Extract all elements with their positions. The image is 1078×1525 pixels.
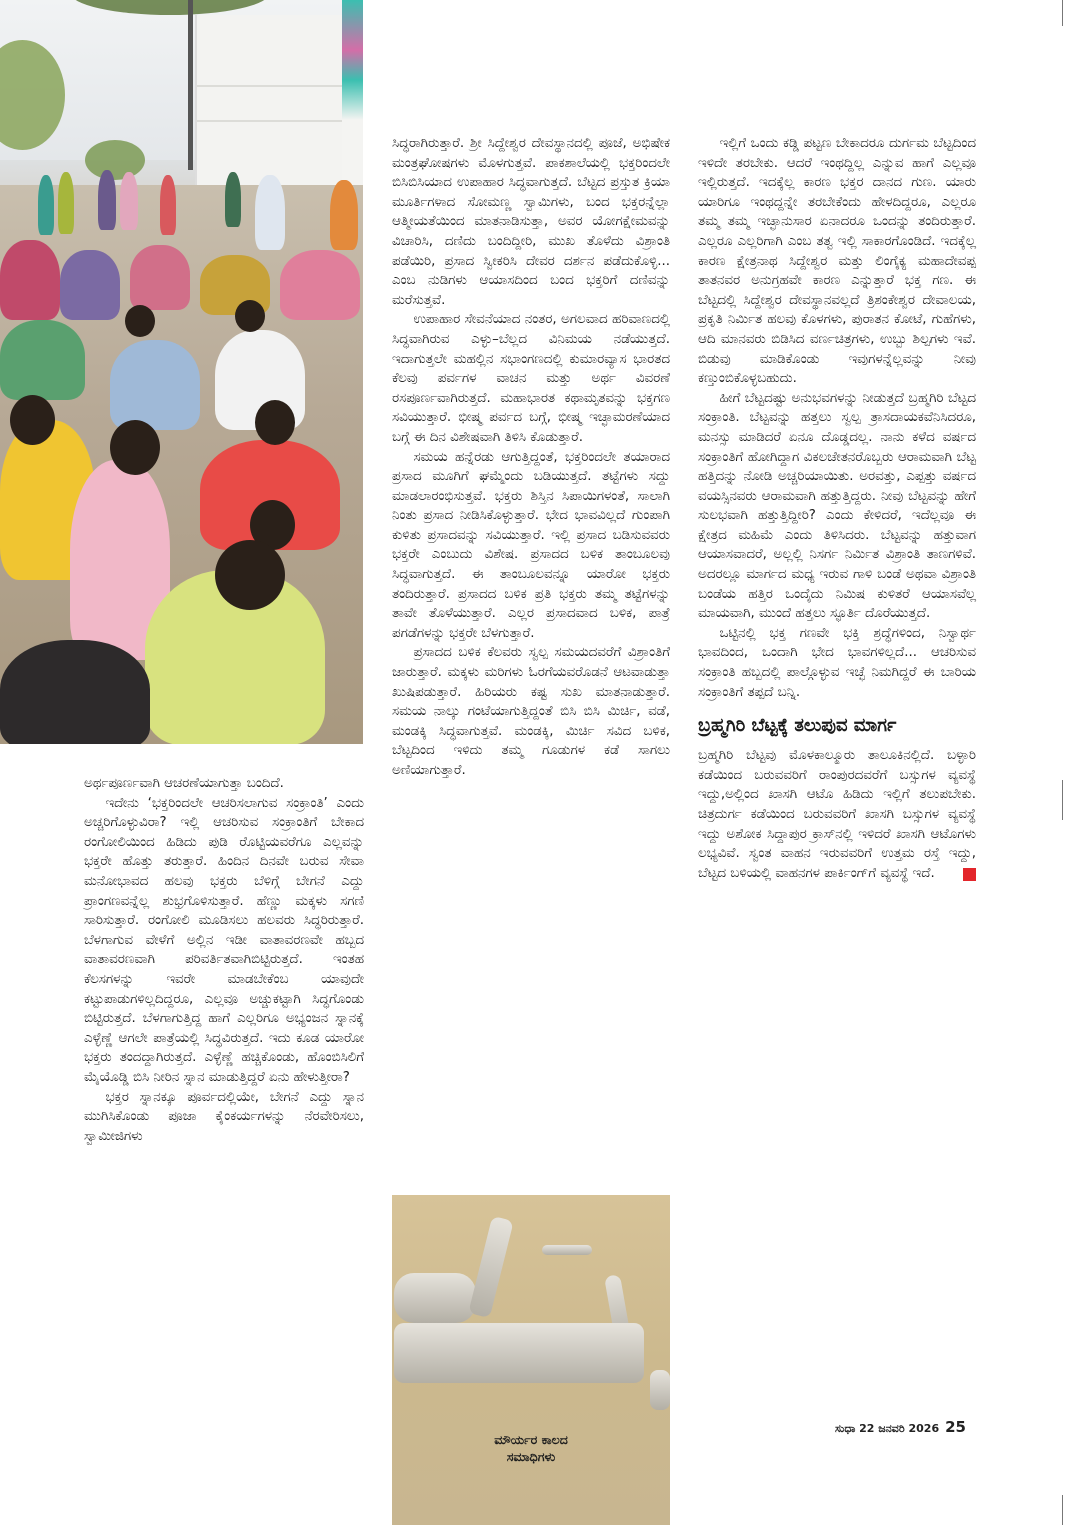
- paragraph: ಇಲ್ಲಿಗೆ ಒಂದು ಕಡ್ಡಿ ಪಟ್ಟಣ ಬೇಕಾದರೂ ದುರ್ಗಮ ಬೆಟ್ಟದಿಂದ ಇಳಿದೇ ತರಬೇಕು. ಆದರೆ ಇಂಥದ್ದಿಲ್ಲ ಎನ್ನುವ ಹಾಗೆ ಎಲ್ಲವೂ ಇಲ್ಲಿರುತ್ತದೆ. ಇದಕ್ಕೆಲ್ಲ ಕಾರಣ ಭಕ್ತರ ದಾನದ ಗುಣ. ಯಾರು ಯಾರಿಗೂ ಇಂಥದ್ದನ್ನೇ ತರಬೇಕೆಂದು ಹೇಳದಿದ್ದರೂ, ಎಲ್ಲರೂ ತಮ್ಮ ತಮ್ಮ ಇಚ್ಛಾನುಸಾರ ಏನಾದರೂ ಒಂದನ್ನು ತಂದಿರುತ್ತಾರೆ. ಎಲ್ಲರೂ ಎಲ್ಲರಿಗಾಗಿ ಎಂಬ ತತ್ವ ಇಲ್ಲಿ ಸಾಕಾರಗೊಂಡಿದೆ. ಇದಕ್ಕೆಲ್ಲ ಕಾರಣ ಕ್ಷೇತ್ರನಾಥ ಸಿದ್ದೇಶ್ವರ ಮತ್ತು ಲಿಂಗೈಕ್ಯ ಮಹಾದೇವಪ್ಪ ತಾತನವರ ಅನುಗ್ರಹವೇ ಕಾರಣ ಎನ್ನುತ್ತಾರೆ ಭಕ್ತ ಗಣ. ಈ ಬೆಟ್ಟದಲ್ಲಿ ಸಿದ್ದೇಶ್ವರ ದೇವಸ್ಥಾನವಲ್ಲದೆ ತ್ರಿಶಂಕೇಶ್ವರ ದೇವಾಲಯ, ಪ್ರಕೃತಿ ನಿರ್ಮಿತ ಹಲವು ಕೊಳಗಳು, ಪುರಾತನ ಕೋಟೆ, ಗುಹೆಗಳು, ಆದಿ ಮಾನವರು ಬಿಡಿಸಿದ ವರ್ಣಚಿತ್ರಗಳು, ಉಬ್ಬು ಶಿಲ್ಪಗಳು ಇವೆ. ಬಿಡುವು ಮಾಡಿಕೊಂಡು ಇವುಗಳನ್ನೆಲ್ಲವನ್ನು ನೀವು ಕಣ್ತುಂಬಿಕೊಳ್ಳಬಹುದು.: [698, 136, 976, 387]
- route-paragraph: [698, 746, 976, 883]
- article-column-1: [84, 774, 364, 1146]
- crop-mark: [1062, 1495, 1063, 1525]
- photo-temple-pillar: [342, 0, 363, 200]
- photo-stone: [542, 1245, 592, 1255]
- caption-line-1: ಮೌರ್ಯರ ಕಾಲದ: [494, 1432, 568, 1447]
- article-column-3: [698, 134, 976, 883]
- paragraph: ಭಕ್ತರ ಸ್ನಾನಕ್ಕೂ ಪೂರ್ವದಲ್ಲಿಯೇ, ಬೇಗನೆ ಎದ್ದು ಸ್ನಾನ ಮುಗಿಸಿಕೊಂಡು ಪೂಜಾ ಕೈಂಕರ್ಯಗಳನ್ನು ನೆರವೇರಿಸಲು, ಸ್ವಾಮೀಜಿಗಳು: [84, 1089, 364, 1144]
- article-column-2: [392, 134, 670, 781]
- paragraph: ಸಮಯ ಹನ್ನೆರಡು ಆಗುತ್ತಿದ್ದಂತೆ, ಭಕ್ತರಿಂದಲೇ ತಯಾರಾದ ಪ್ರಸಾದ ಮೂಗಿಗೆ ಘಮ್ಮೆಂದು ಬಡಿಯುತ್ತದೆ. ತಟ್ಟೆಗಳು ಸದ್ದು ಮಾಡಲಾರಂಭಿಸುತ್ತವೆ. ಭಕ್ತರು ಶಿಸ್ತಿನ ಸಿಪಾಯಿಗಳಂತೆ, ಸಾಲಾಗಿ ನಿಂತು ಪ್ರಸಾದ ನೀಡಿಸಿಕೊಳ್ಳುತ್ತಾರೆ. ಭೇದ ಭಾವವಿಲ್ಲದೆ ಗುಂಪಾಗಿ ಕುಳಿತು ಪ್ರಸಾದವನ್ನು ಸವಿಯುತ್ತಾರೆ. ಇಲ್ಲಿ ಪ್ರಸಾದ ಬಡಿಸುವವರು ಭಕ್ತರೇ ಎಂಬುದು ವಿಶೇಷ. ಪ್ರಸಾದದ ಬಳಿಕ ತಾಂಬೂಲವು ಸಿದ್ಧವಾಗುತ್ತದೆ. ಈ ತಾಂಬೂಲವನ್ನೂ ಯಾರೋ ಭಕ್ತರು ತಂದಿರುತ್ತಾರೆ. ಪ್ರಸಾದದ ಬಳಿಕ ಪ್ರತಿ ಭಕ್ತರು ತಮ್ಮ ತಟ್ಟೆಗಳನ್ನು ತಾವೇ ತೊಳೆಯುತ್ತಾರೆ. ಎಲ್ಲರ ಪ್ರಸಾದವಾದ ಬಳಿಕ, ಪಾತ್ರೆ ಪಗಡೆಗಳನ್ನು ಭಕ್ತರೇ ಬೆಳಗುತ್ತಾರೆ.: [392, 449, 670, 641]
- crop-mark: [1062, 780, 1063, 820]
- photo-temple-wall: [195, 15, 347, 190]
- photo-stone: [394, 1323, 644, 1383]
- page-footer: [835, 1418, 966, 1436]
- paragraph: ಹೀಗೆ ಬೆಟ್ಟದಷ್ಟು ಅನುಭವಗಳನ್ನು ನೀಡುತ್ತದೆ ಬ್ರಹ್ಮಗಿರಿ ಬೆಟ್ಟದ ಸಂಕ್ರಾಂತಿ. ಬೆಟ್ಟವನ್ನು ಹತ್ತಲು ಸ್ವಲ್ಪ ತ್ರಾಸದಾಯಕವೆನಿಸಿದರೂ, ಮನಸ್ಸು ಮಾಡಿದರೆ ಏನೂ ದೊಡ್ಡದಲ್ಲ. ನಾನು ಕಳೆದ ವರ್ಷದ ಸಂಕ್ರಾಂತಿಗೆ ಹೋಗಿದ್ದಾಗ ವಿಕಲಚೇತನರೊಬ್ಬರು ಆರಾಮವಾಗಿ ಬೆಟ್ಟ ಹತ್ತಿದನ್ನು ನೋಡಿ ಅಚ್ಚರಿಯಾಯಿತು. ಅರವತ್ತು, ಎಪ್ಪತ್ತು ವರ್ಷದ ವಯಸ್ಸಿನವರು ಆರಾಮವಾಗಿ ಹತ್ತುತ್ತಿದ್ದರು. ನೀವು ಬೆಟ್ಟವನ್ನು ಹೇಗೆ ಸುಲಭವಾಗಿ ಹತ್ತುತ್ತಿದ್ದೀರಿ? ಎಂದು ಕೇಳಿದರೆ, ಇದೆಲ್ಲವೂ ಈ ಕ್ಷೇತ್ರದ ಮಹಿಮೆ ಎಂದು ತಿಳಿಸಿದರು. ಬೆಟ್ಟವನ್ನು ಹತ್ತುವಾಗ ಆಯಾಸವಾದರೆ, ಅಲ್ಲಲ್ಲಿ ನಿಸರ್ಗ ನಿರ್ಮಿತ ವಿಶ್ರಾಂತಿ ತಾಣಗಳಿವೆ. ಅದರಲ್ಲೂ ಮಾರ್ಗದ ಮಧ್ಯ ಇರುವ ಗಾಳಿ ಬಂಡೆ ಅಥವಾ ವಿಶ್ರಾಂತಿ ಬಂಡೆಯ ಹತ್ತಿರ ಒಂದೈದು ನಿಮಿಷ ಕುಳಿತರೆ ಆಯಾಸವೆಲ್ಲ ಮಾಯವಾಗಿ, ಮುಂದೆ ಹತ್ತಲು ಸ್ಫೂರ್ತಿ ದೊರೆಯುತ್ತದೆ.: [698, 390, 976, 622]
- publication-date: ಸುಧಾ 22 ಜನವರಿ 2026: [835, 1422, 940, 1435]
- caption-line-2: ಸಮಾಧಿಗಳು: [506, 1449, 556, 1464]
- route-text: ಬ್ರಹ್ಮಗಿರಿ ಬೆಟ್ಟವು ಮೊಳಕಾಲ್ಮೂರು ತಾಲೂಕಿನಲ್ಲಿದೆ. ಬಳ್ಳಾರಿ ಕಡೆಯಿಂದ ಬರುವವರಿಗೆ ರಾಂಪುರದವರೆಗೆ ಬಸ್ಸುಗಳ ವ್ಯವಸ್ಥೆ ಇದ್ದು,ಅಲ್ಲಿಂದ ಖಾಸಗಿ ಆಟೊ ಹಿಡಿದು ಇಲ್ಲಿಗೆ ತಲುಪಬೇಕು. ಚಿತ್ರದುರ್ಗ ಕಡೆಯಿಂದ ಬರುವವರಿಗೆ ಖಾಸಗಿ ಬಸ್ಸುಗಳ ವ್ಯವಸ್ಥೆ ಇದ್ದು ಅಶೋಕ ಸಿದ್ದಾಪುರ ಕ್ರಾಸ್‌ನಲ್ಲಿ ಇಳಿದರೆ ಖಾಸಗಿ ಆಟೊಗಳು ಲಭ್ಯವಿವೆ. ಸ್ವಂತ ವಾಹನ ಇರುವವರಿಗೆ ಉತ್ತಮ ರಸ್ತೆ ಇದ್ದು, ಬೆಟ್ಟದ ಬಳಿಯಲ್ಲಿ ವಾಹನಗಳ ಪಾರ್ಕಿಂಗ್‌ಗೆ ವ್ಯವಸ್ಥೆ ಇದೆ.: [698, 748, 976, 881]
- paragraph: ಸಿದ್ಧರಾಗಿರುತ್ತಾರೆ. ಶ್ರೀ ಸಿದ್ದೇಶ್ವರ ದೇವಸ್ಥಾನದಲ್ಲಿ ಪೂಜೆ, ಅಭಿಷೇಕ ಮಂತ್ರಘೋಷಗಳು ಮೊಳಗುತ್ತವೆ. ಪಾಕಶಾಲೆಯಲ್ಲಿ ಭಕ್ತರಿಂದಲೇ ಬಿಸಿಬಿಸಿಯಾದ ಉಪಾಹಾರ ಸಿದ್ಧವಾಗುತ್ತದೆ. ಬೆಟ್ಟದ ಪ್ರಸ್ತುತ ಕ್ರಿಯಾ ಮೂರ್ತಿಗಳಾದ ಸೋಮಣ್ಣ ಸ್ವಾಮಿಗಳು, ಬಂದ ಭಕ್ತರನ್ನೆಲ್ಲಾ ಆತ್ಮೀಯತೆಯಿಂದ ಮಾತನಾಡಿಸುತ್ತಾ, ಅವರ ಯೋಗಕ್ಷೇಮವನ್ನು ವಿಚಾರಿಸಿ, ದಣಿದು ಬಂದಿದ್ದೀರಿ, ಮುಖ ತೊಳೆದು ವಿಶ್ರಾಂತಿ ಪಡೆಯಿರಿ, ಪ್ರಸಾದ ಸ್ವೀಕರಿಸಿ ದೇವರ ದರ್ಶನ ಪಡೆದುಕೊಳ್ಳಿ... ಎಂಬ ನುಡಿಗಳು ಆಯಾಸದಿಂದ ಬಂದ ಭಕ್ತರಿಗೆ ದಣಿವನ್ನು ಮರೆಸುತ್ತವೆ.: [392, 136, 670, 308]
- paragraph: ಉಪಾಹಾರ ಸೇವನೆಯಾದ ನಂತರ, ಅಗಲವಾದ ಹರಿವಾಣದಲ್ಲಿ ಸಿದ್ಧವಾಗಿರುವ ಎಳ್ಳು–ಬೆಲ್ಲದ ವಿನಿಮಯ ನಡೆಯುತ್ತದೆ. ಇದಾಗುತ್ತಲೇ ಮಹಲ್ಲಿನ ಸಭಾಂಗಣದಲ್ಲಿ ಕುಮಾರವ್ಯಾಸ ಭಾರತದ ಕೆಲವು ಪರ್ವಗಳ ವಾಚನ ಮತ್ತು ಅರ್ಥ ವಿವರಣೆ ರಸಪೂರ್ಣವಾಗಿರುತ್ತದೆ. ಮಹಾಭಾರತ ಕಥಾಮೃತವನ್ನು ಭಕ್ತಗಣ ಸವಿಯುತ್ತಾರೆ. ಭೀಷ್ಮ ಪರ್ವದ ಬಗ್ಗೆ, ಭೀಷ್ಮ ಇಚ್ಛಾಮರಣೆಯಾದ ಬಗ್ಗೆ ಈ ದಿನ ವಿಶೇಷವಾಗಿ ತಿಳಿಸಿ ಕೊಡುತ್ತಾರೆ.: [392, 312, 670, 445]
- photo-stone: [468, 1216, 514, 1318]
- devotees-photo: [0, 0, 363, 744]
- end-of-article-mark: [963, 868, 976, 881]
- paragraph: ಒಟ್ಟಿನಲ್ಲಿ ಭಕ್ತ ಗಣವೇ ಭಕ್ತಿ ಶ್ರದ್ಧೆಗಳಿಂದ, ನಿಸ್ವಾರ್ಥ ಭಾವದಿಂದ, ಒಂದಾಗಿ ಭೇದ ಭಾವಗಳಿಲ್ಲದೆ... ಆಚರಿಸುವ ಸಂಕ್ರಾಂತಿ ಹಬ್ಬದಲ್ಲಿ ಪಾಲ್ಗೊಳ್ಳುವ ಇಚ್ಛೆ ನಿಮಗಿದ್ದರೆ ಈ ಬಾರಿಯ ಸಂಕ್ರಾಂತಿಗೆ ತಪ್ಪದೆ ಬನ್ನಿ.: [698, 625, 976, 700]
- crop-mark: [1062, 0, 1063, 26]
- photo-caption: [392, 1431, 670, 1465]
- photo-pole: [188, 0, 193, 170]
- photo-stone: [394, 1273, 476, 1323]
- tombs-photo: [392, 1195, 670, 1525]
- paragraph: ಇದೇನು ‘ಭಕ್ತರಿಂದಲೇ ಆಚರಿಸಲಾಗುವ ಸಂಕ್ರಾಂತಿ’ ಎಂದು ಅಚ್ಚರಿಗೊಳ್ಳುವಿರಾ? ಇಲ್ಲಿ ಆಚರಿಸುವ ಸಂಕ್ರಾಂತಿಗೆ ಬೇಕಾದ ರಂಗೋಲಿಯಿಂದ ಹಿಡಿದು ಪುಡಿ ರೊಟ್ಟಿಯವರೆಗೂ ಎಲ್ಲವನ್ನು ಭಕ್ತರೇ ಹೊತ್ತು ತರುತ್ತಾರೆ. ಹಿಂದಿನ ದಿನವೇ ಬರುವ ಸೇವಾ ಮನೋಭಾವದ ಹಲವು ಭಕ್ತರು ಬೆಳಿಗ್ಗೆ ಬೇಗನೆ ಎದ್ದು ಪ್ರಾಂಗಣವನ್ನೆಲ್ಲ ಶುಭ್ರಗೊಳಿಸುತ್ತಾರೆ. ಹೆಣ್ಣು ಮಕ್ಕಳು ಸಗಣಿ ಸಾರಿಸುತ್ತಾರೆ. ರಂಗೋಲಿ ಮೂಡಿಸಲು ಹಲವರು ಸಿದ್ಧರಿರುತ್ತಾರೆ. ಬೆಳಗಾಗುವ ವೇಳೆಗೆ ಅಲ್ಲಿನ ಇಡೀ ವಾತಾವರಣವೇ ಹಬ್ಬದ ವಾತಾವರಣವಾಗಿ ಪರಿವರ್ತಿತವಾಗಿಬಿಟ್ಟಿರುತ್ತದೆ. ಇಂತಹ ಕೆಲಸಗಳನ್ನು ಇವರೇ ಮಾಡಬೇಕೆಂಬ ಯಾವುದೇ ಕಟ್ಟುಪಾಡುಗಳಿಲ್ಲದಿದ್ದರೂ, ಎಲ್ಲವೂ ಅಚ್ಚುಕಟ್ಟಾಗಿ ಸಿದ್ಧಗೊಂಡು ಬಿಟ್ಟಿರುತ್ತದೆ. ಬೆಳಗಾಗುತ್ತಿದ್ದ ಹಾಗೆ ಎಲ್ಲರಿಗೂ ಅಭ್ಯಂಜನ ಸ್ನಾನಕ್ಕೆ ಎಳ್ಳೆಣ್ಣೆ ಆಗಲೇ ಪಾತ್ರೆಯಲ್ಲಿ ಸಿದ್ಧವಿರುತ್ತದೆ. ಇದು ಕೂಡ ಯಾರೋ ಭಕ್ತರು ತಂದದ್ದಾಗಿರುತ್ತದೆ. ಎಳ್ಳೆಣ್ಣೆ ಹಚ್ಚಿಕೊಂಡು, ಹೊಂಬಿಸಿಲಿಗೆ ಮೈಯೊಡ್ಡಿ ಬಿಸಿ ನೀರಿನ ಸ್ನಾನ ಮಾಡುತ್ತಿದ್ದರೆ ಏನು ಹೇಳುತ್ತೀರಾ?: [84, 795, 364, 1085]
- photo-tree: [85, 140, 145, 180]
- route-subheading: ಬ್ರಹ್ಮಗಿರಿ ಬೆಟ್ಟಕ್ಕೆ ತಲುಪುವ ಮಾರ್ಗ: [698, 715, 897, 737]
- paragraph: ಅರ್ಥಪೂರ್ಣವಾಗಿ ಆಚರಣೆಯಾಗುತ್ತಾ ಬಂದಿದೆ.: [84, 776, 284, 791]
- page-number: 25: [945, 1418, 966, 1436]
- paragraph: ಪ್ರಸಾದದ ಬಳಿಕ ಕೆಲವರು ಸ್ವಲ್ಪ ಸಮಯದವರೆಗೆ ವಿಶ್ರಾಂತಿಗೆ ಜಾರುತ್ತಾರೆ. ಮಕ್ಕಳು ಮರಿಗಳು ಓರಗೆಯವರೊಡನೆ ಆಟವಾಡುತ್ತಾ ಖುಷಿಪಡುತ್ತಾರೆ. ಹಿರಿಯರು ಕಷ್ಟ ಸುಖ ಮಾತನಾಡುತ್ತಾರೆ. ಸಮಯ ನಾಲ್ಕು ಗಂಟೆಯಾಗುತ್ತಿದ್ದಂತೆ ಬಿಸಿ ಬಿಸಿ ಮಿರ್ಚಿ, ವಡೆ, ಮಂಡಕ್ಕಿ ಸಿದ್ಧವಾಗುತ್ತವೆ. ಮಂಡಕ್ಕಿ, ಮಿರ್ಚಿ ಸವಿದ ಬಳಿಕ, ಬೆಟ್ಟದಿಂದ ಇಳಿದು ತಮ್ಮ ಗೂಡುಗಳ ಕಡೆ ಸಾಗಲು ಅಣಿಯಾಗುತ್ತಾರೆ.: [392, 645, 670, 778]
- photo-stone: [650, 1370, 670, 1410]
